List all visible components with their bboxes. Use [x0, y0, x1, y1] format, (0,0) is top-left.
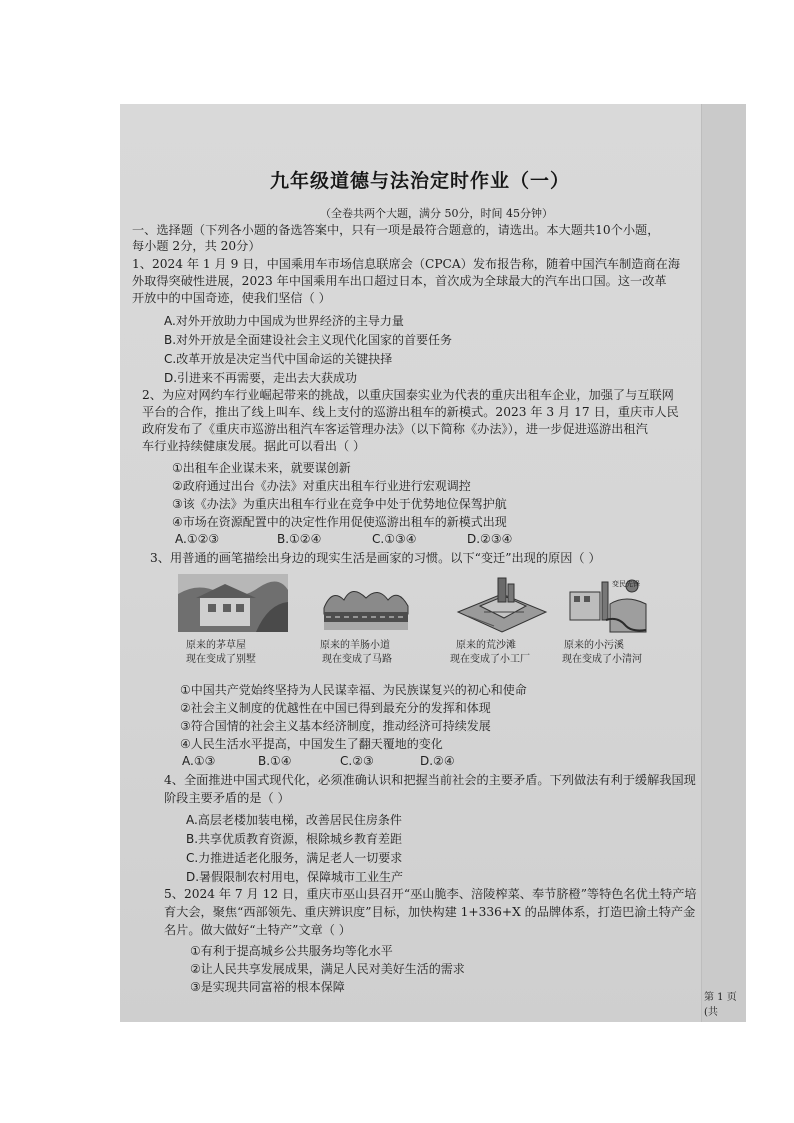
q2-item-1: ①出租车企业谋未来，就要谋创新 — [172, 461, 351, 475]
exam-sheet — [120, 104, 746, 1022]
section-heading: 一、选择题（下列各小题的备选答案中，只有一项是最符合题意的，请选出。本大题共10个小题， — [132, 223, 660, 237]
q5-stem-line: 名片。做大做好“土特产”文章（ ） — [164, 923, 351, 937]
q5-stem-line: 育大会，聚焦“西部领先、重庆辨识度”目标，加快构建 1+336+X 的品牌体系，打造巴渝土特产金 — [164, 905, 696, 919]
picture-caption-2b: 现在变成了马路 — [322, 654, 392, 665]
q1-option-d: D.引进来不再需要，走出去大获成功 — [164, 371, 358, 385]
q4-option-b: B.共享优质教育资源，根除城乡教育差距 — [186, 832, 403, 846]
q2-choice-d: D.②③④ — [467, 532, 513, 546]
q1-option-a: A.对外开放助力中国成为世界经济的主导力量 — [164, 314, 404, 328]
q4-stem-line: 阶段主要矛盾的是（ ） — [164, 791, 290, 805]
picture-caption-3b: 现在变成了小工厂 — [450, 654, 530, 665]
q3-choice-b: B.①④ — [258, 754, 292, 768]
road-drawing — [322, 584, 410, 632]
q2-stem-line: 2、为应对网约车行业崛起带来的挑战，以重庆国泰实业为代表的重庆出租车企业，加强了与互联网 — [142, 388, 674, 402]
q1-option-b: B.对外开放是全面建设社会主义现代化国家的首要任务 — [164, 333, 453, 347]
exam-info: （全卷共两个大题，满分 50分，时间 45分钟） — [320, 207, 553, 220]
scanned-paper-photo — [120, 104, 746, 1022]
factory-drawing — [454, 572, 550, 638]
q5-item-2: ②让人民共享发展成果，满足人民对美好生活的需求 — [190, 962, 465, 976]
q1-stem-line: 1、2024 年 1 月 9 日，中国乘用车市场信息联席会（CPCA）发布报告称，随着中国汽车制造商在海 — [132, 257, 681, 271]
q3-item-1: ①中国共产党始终坚持为人民谋幸福、为民族谋复兴的初心和使命 — [180, 683, 527, 697]
next-page-edge — [701, 104, 746, 1022]
q3-choice-a: A.①③ — [182, 754, 216, 768]
q2-choice-a: A.①②③ — [175, 532, 220, 546]
picture-caption-4a: 原来的小污溪 — [564, 640, 624, 651]
q3-stem: 3、用普通的画笔描绘出身边的现实生活是画家的习惯。以下“变迁”出现的原因（ ） — [150, 551, 601, 565]
q5-item-1: ①有利于提高城乡公共服务均等化水平 — [190, 944, 393, 958]
picture-caption-1a: 原来的茅草屋 — [186, 640, 246, 651]
q3-choice-c: C.②③ — [340, 754, 374, 768]
q4-option-d: D.暑假限制农村用电，保障城市工业生产 — [186, 870, 404, 884]
q1-stem-line: 开放中的中国奇迹，使我们坚信（ ） — [132, 291, 331, 305]
q2-item-4: ④市场在资源配置中的决定性作用促使巡游出租车的新模式出现 — [172, 515, 507, 529]
q2-stem-line: 平台的合作，推出了线上叫车、线上支付的巡游出租车的新模式。2023 年 3 月 17 日，重庆市人民 — [142, 405, 679, 419]
section-heading-cont: 每小题 2分，共 20分） — [132, 239, 261, 253]
page-title: 九年级道德与法治定时作业（一） — [270, 170, 571, 192]
picture-caption-1b: 现在变成了别墅 — [186, 654, 256, 665]
q2-stem-line: 政府发布了《重庆市巡游出租汽车客运管理办法》（以下简称《办法》），进一步促进巡游出租汽 — [142, 422, 648, 436]
q2-stem-line: 车行业持续健康发展。据此可以看出（ ） — [142, 439, 366, 453]
picture-caption-4b: 现在变成了小清河 — [562, 654, 642, 665]
q1-stem-line: 外取得突破性进展，2023 年中国乘用车出口超过日本，首次成为全球最大的汽车出口国。这一改革 — [132, 274, 667, 288]
q5-item-3: ③是实现共同富裕的根本保障 — [190, 980, 345, 994]
q2-item-3: ③该《办法》为重庆出租车行业在竞争中处于优势地位保驾护航 — [172, 497, 507, 511]
picture-caption-2a: 原来的羊肠小道 — [320, 640, 390, 651]
villa-photo — [178, 574, 288, 632]
q3-item-2: ②社会主义制度的优越性在中国已得到最充分的发挥和体现 — [180, 701, 491, 715]
q2-choice-b: B.①②④ — [277, 532, 322, 546]
q4-option-c: C.力推进适老化服务，满足老人一切要求 — [186, 851, 403, 865]
q1-option-c: C.改革开放是决定当代中国命运的关键抉择 — [164, 352, 393, 366]
picture-caption-3a: 原来的荒沙滩 — [456, 640, 516, 651]
q3-choice-d: D.②④ — [420, 754, 455, 768]
q2-choice-c: C.①③④ — [372, 532, 417, 546]
picture-inner-label: 变民先锋 — [612, 580, 640, 588]
q4-option-a: A.高层老楼加装电梯，改善居民住房条件 — [186, 813, 402, 827]
q4-stem-line: 4、全面推进中国式现代化，必须准确认识和把握当前社会的主要矛盾。下列做法有利于缓解我国现 — [164, 773, 696, 787]
page-number: 第 1 页(共 — [704, 992, 737, 1018]
q3-item-3: ③符合国情的社会主义基本经济制度，推动经济可持续发展 — [180, 719, 491, 733]
q2-item-2: ②政府通过出台《办法》对重庆出租车行业进行宏观调控 — [172, 479, 471, 493]
q3-item-4: ④人民生活水平提高，中国发生了翻天覆地的变化 — [180, 737, 443, 751]
q5-stem-line: 5、2024 年 7 月 12 日，重庆市巫山县召开“巫山脆李、涪陵榨菜、奉节脐橙”等特色名优土特产培 — [164, 887, 697, 901]
